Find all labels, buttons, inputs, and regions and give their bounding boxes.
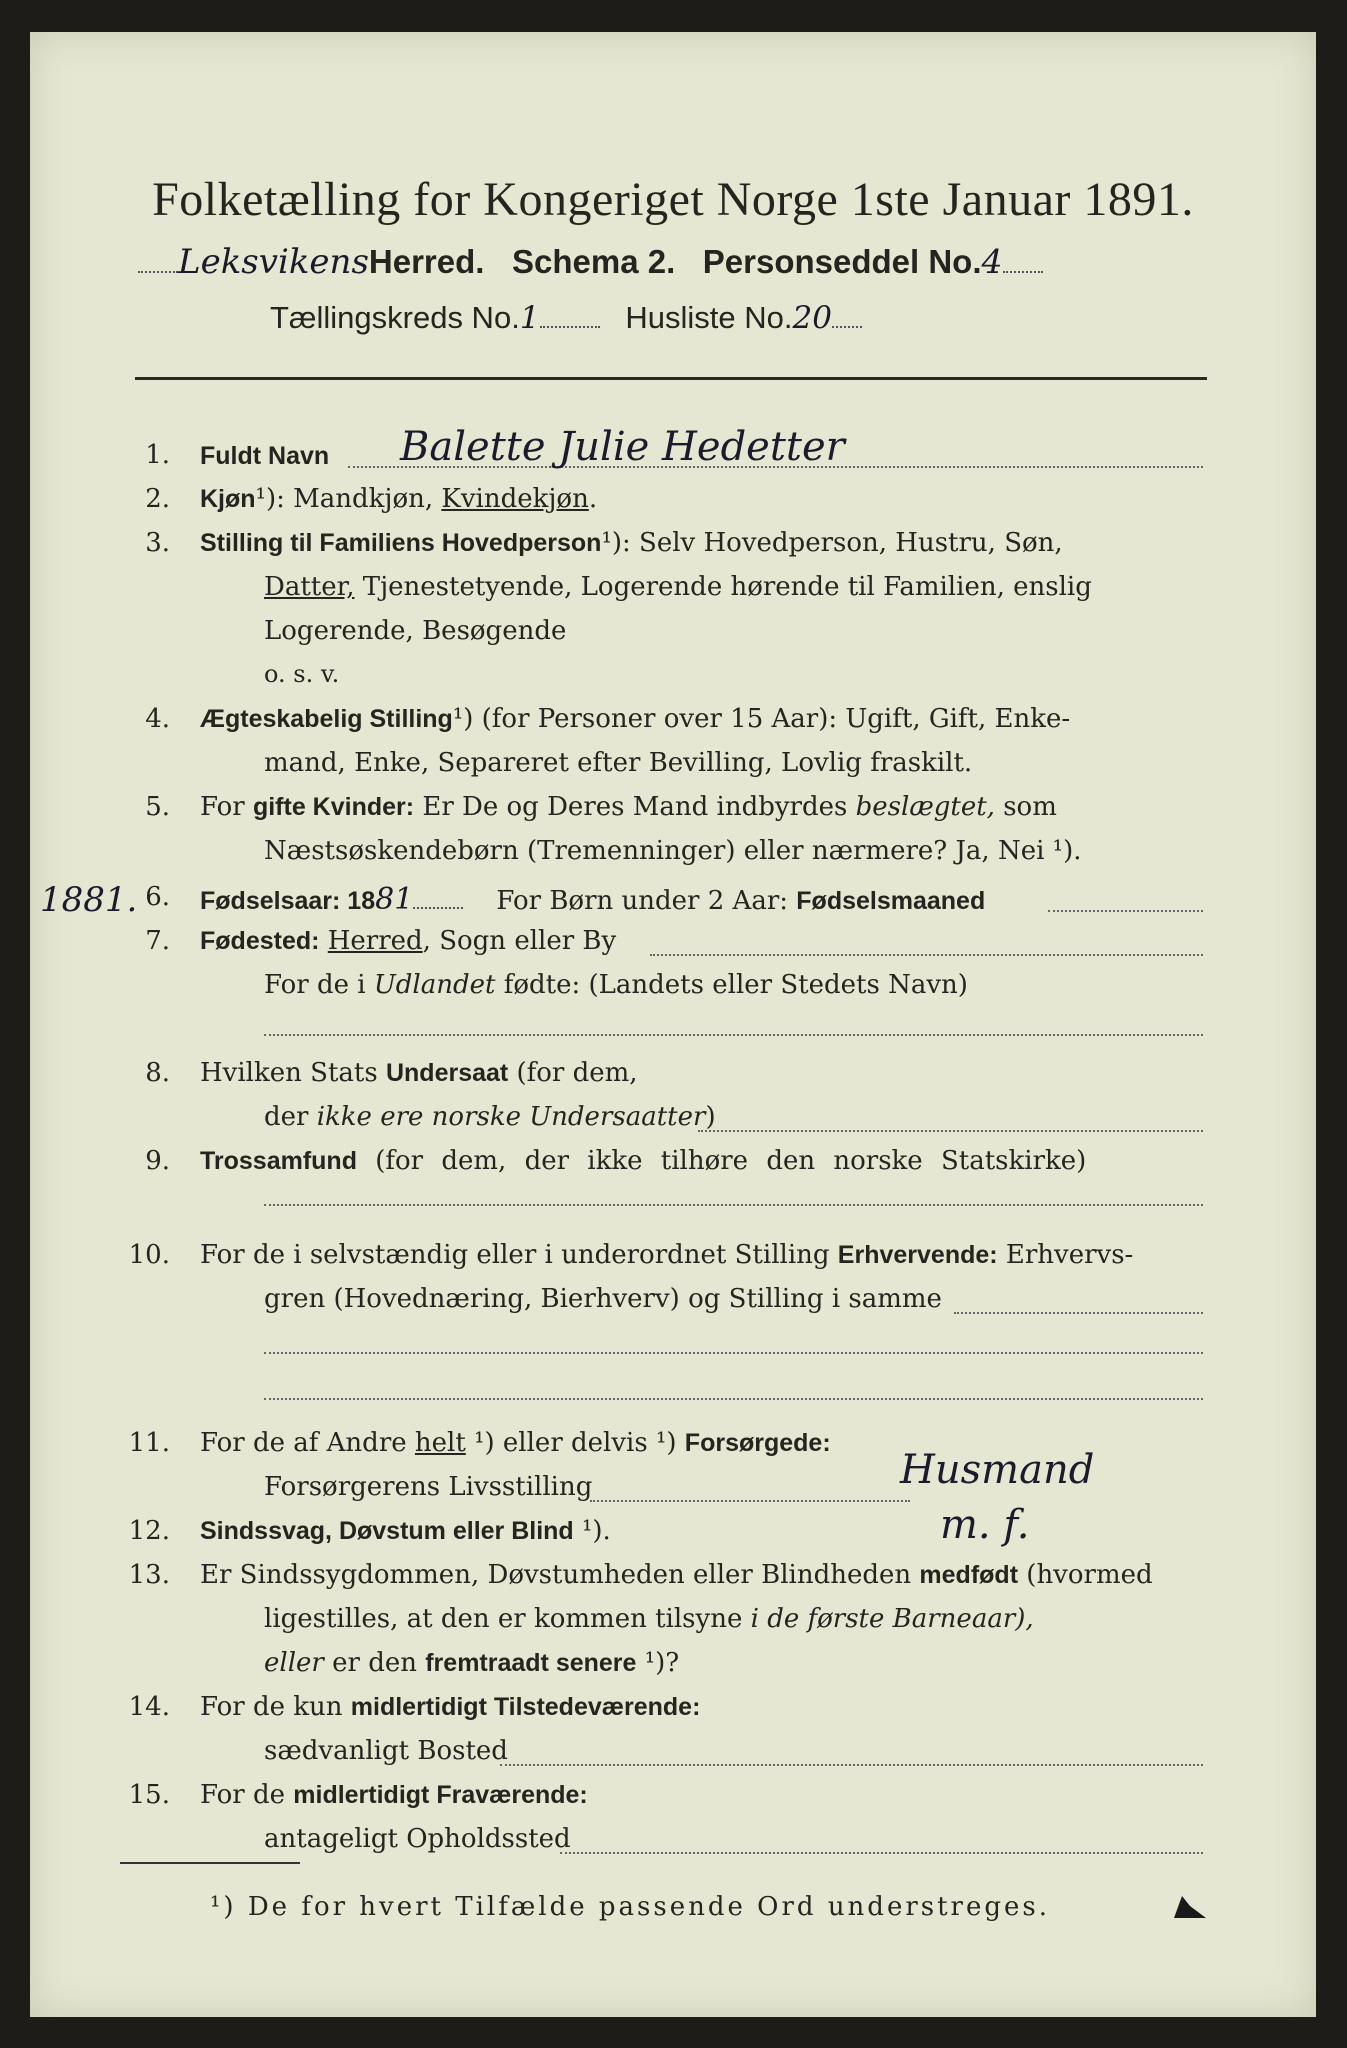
item-13-line-3 xyxy=(264,1648,679,1678)
item-3-options-1: ¹): Selv Hovedperson, Hustru, Søn, xyxy=(601,528,1063,558)
item-3-options-2: Tjenestetyende, Logerende hørende til Familien, enslig xyxy=(354,572,1092,602)
item-11-number: 11. xyxy=(128,1428,170,1458)
item-1-name-value: Balette Julie Hedetter xyxy=(400,424,845,470)
item-13-number: 13. xyxy=(128,1560,170,1590)
item-8-text-c: der xyxy=(264,1102,317,1132)
item-13-text-c: ligestilles, at den er kommen tilsyne xyxy=(264,1604,751,1634)
item-9-label: Trossamfund xyxy=(200,1147,357,1175)
item-1-number: 1. xyxy=(145,440,170,470)
item-6-fill xyxy=(1048,908,1203,912)
personseddel-label: Personseddel No. xyxy=(702,243,982,280)
item-4-number: 4. xyxy=(145,704,170,734)
item-8-fill xyxy=(698,1128,1203,1132)
item-8-text-a: Hvilken Stats xyxy=(200,1058,386,1088)
item-10-fill-2 xyxy=(264,1350,1203,1354)
item-8-text-d: ) xyxy=(705,1102,716,1132)
item-2-label: Kjøn xyxy=(200,485,256,513)
item-2-options: : Mandkjøn, xyxy=(276,484,442,514)
item-1-label: Fuldt Navn xyxy=(200,442,330,470)
item-4-label: Ægteskabelig Stilling xyxy=(200,705,453,733)
personseddel-number: 4 xyxy=(981,242,1003,281)
item-15-number: 15. xyxy=(128,1780,170,1810)
item-11-fill xyxy=(590,1498,910,1502)
item-3-line-3: Logerende, Besøgende xyxy=(264,616,567,646)
husliste-label: Husliste No. xyxy=(625,300,793,335)
item-3-selected: Datter, xyxy=(264,572,355,602)
item-5-italic: beslægtet, xyxy=(855,792,995,822)
item-8-line-1 xyxy=(200,1058,638,1088)
item-7-fill-1 xyxy=(650,952,1203,956)
item-3-number: 3. xyxy=(145,528,170,558)
item-8-line-2 xyxy=(264,1102,716,1132)
item-3-label: Stilling til Familiens Hovedperson xyxy=(200,529,602,557)
item-7-line-2 xyxy=(264,970,968,1000)
item-2-number: 2. xyxy=(145,484,170,514)
ink-blot-mark xyxy=(1170,1892,1210,1922)
item-6-number: 6. xyxy=(145,882,170,912)
item-10-line-2: gren (Hovednæring, Bierhverv) og Stilling i samme xyxy=(264,1284,942,1314)
item-6-label-2: Fødselsmaaned xyxy=(796,887,986,915)
item-7-selected: Herred xyxy=(327,926,423,956)
item-11-line-2: Forsørgerens Livsstilling xyxy=(264,1472,593,1502)
item-9-line xyxy=(200,1146,1086,1176)
item-15-text-a: For de xyxy=(200,1780,294,1810)
item-9-number: 9. xyxy=(145,1146,170,1176)
item-12-value: m. f. xyxy=(940,1502,1030,1548)
item-15-label: midlertidigt Fraværende: xyxy=(293,1781,588,1809)
census-form xyxy=(30,32,1316,2017)
item-6-year-prefix: 18 xyxy=(340,887,376,915)
taellingskreds-label: Tællingskreds No. xyxy=(270,300,520,335)
item-15-line-2: antageligt Opholdssted xyxy=(264,1824,571,1854)
item-11-label: Forsørgede: xyxy=(684,1429,831,1457)
item-13-line-1 xyxy=(200,1560,1153,1590)
herred-name: Leksvikens xyxy=(178,242,369,282)
item-8-number: 8. xyxy=(145,1058,170,1088)
header-rule xyxy=(135,377,1207,380)
footnote-rule xyxy=(120,1862,300,1864)
item-11-text-b: ¹) eller delvis ¹) xyxy=(465,1428,685,1458)
item-13-italic-1: i de første Barneaar), xyxy=(750,1604,1034,1634)
item-11-line-1 xyxy=(200,1428,831,1458)
item-7-text-a: For de i xyxy=(264,970,374,1000)
schema-label: Schema 2. xyxy=(511,243,676,280)
item-7-label: Fødested: xyxy=(200,927,320,955)
item-2-text xyxy=(200,484,597,514)
item-7-options: , Sogn eller By xyxy=(422,926,617,956)
item-10-fill-3 xyxy=(264,1396,1203,1400)
item-13-label: medfødt xyxy=(919,1561,1019,1589)
item-13-label-2: fremtraadt senere xyxy=(425,1649,637,1677)
item-14-line-2: sædvanligt Bosted xyxy=(264,1736,508,1766)
item-13-line-2 xyxy=(264,1604,1034,1634)
item-7-text-b: fødte: (Landets eller Stedets Navn) xyxy=(495,970,968,1000)
item-5-text-b: som xyxy=(994,792,1057,822)
item-14-number: 14. xyxy=(128,1692,170,1722)
item-14-label: midlertidigt Tilstedeværende: xyxy=(350,1693,701,1721)
item-10-line-1 xyxy=(200,1240,1133,1270)
item-11-value: Husmand xyxy=(900,1447,1095,1493)
item-11-selected: helt xyxy=(414,1428,466,1458)
item-7-italic: Udlandet xyxy=(373,970,496,1000)
item-4-line-2: mand, Enke, Separeret efter Bevilling, Lovlig fraskilt. xyxy=(264,748,973,778)
item-15-line-1 xyxy=(200,1780,588,1810)
item-14-line-1 xyxy=(200,1692,700,1722)
item-5-label: gifte Kvinder: xyxy=(252,793,415,821)
taellingskreds-line xyxy=(270,300,862,336)
item-10-label: Erhvervende: xyxy=(837,1241,998,1269)
item-10-number: 10. xyxy=(128,1240,170,1270)
taellingskreds-number: 1 xyxy=(519,300,540,336)
item-13-text-b: (hvormed xyxy=(1018,1560,1153,1590)
item-12-number: 12. xyxy=(128,1516,170,1546)
form-title: Folketælling for Kongeriget Norge 1ste Januar 1891. xyxy=(152,173,1194,226)
item-6-label: Fødselsaar: xyxy=(200,887,341,915)
item-13-text-d: er den xyxy=(323,1648,426,1678)
item-12-label: Sindssvag, Døvstum eller Blind xyxy=(200,1517,574,1545)
item-13-italic-2: eller xyxy=(264,1648,324,1678)
husliste-number: 20 xyxy=(792,300,832,336)
item-10-text-b: Erhvervs- xyxy=(997,1240,1134,1270)
item-10-fill-1 xyxy=(954,1310,1203,1314)
item-3-line-1 xyxy=(200,528,1063,558)
item-4-options-1: ¹) (for Personer over 15 Aar): Ugift, Gift, Enke- xyxy=(452,704,1071,734)
item-11-text-a: For de af Andre xyxy=(200,1428,415,1458)
item-2-end: . xyxy=(588,484,598,514)
item-7-fill-2 xyxy=(264,1032,1203,1036)
item-5-line-1 xyxy=(200,792,1057,822)
item-14-text-a: For de kun xyxy=(200,1692,351,1722)
item-2-sup: ¹) xyxy=(255,484,277,514)
item-12-line xyxy=(200,1516,611,1546)
herred-label: Herred. xyxy=(368,243,485,280)
item-5-pre: For xyxy=(200,792,253,822)
item-8-label: Undersaat xyxy=(385,1059,509,1087)
item-9-fill xyxy=(264,1202,1203,1206)
item-8-italic: ikke ere norske Undersaatter xyxy=(316,1102,706,1132)
item-5-line-2: Næstsøskendebørn (Tremenninger) eller nærmere? Ja, Nei ¹). xyxy=(264,836,1082,866)
item-6-line xyxy=(200,882,985,917)
item-13-text-a: Er Sindssygdommen, Døvstumheden eller Blindheden xyxy=(200,1560,920,1590)
item-6-margin-note: 1881. xyxy=(40,880,138,920)
footnote: ¹) De for hvert Tilfælde passende Ord understreges. xyxy=(210,1892,1051,1922)
item-13-text-e: ¹)? xyxy=(636,1648,680,1678)
item-9-text: (for dem, der ikke tilhøre den norske Statskirke) xyxy=(356,1146,1087,1176)
item-10-text-a: For de i selvstændig eller i underordnet Stilling xyxy=(200,1240,838,1270)
item-4-line-1 xyxy=(200,704,1070,734)
item-14-fill xyxy=(500,1762,1203,1766)
item-5-number: 5. xyxy=(145,792,170,822)
item-2-selected: Kvindekjøn xyxy=(441,484,589,514)
item-7-number: 7. xyxy=(145,926,170,956)
item-3-line-2 xyxy=(264,572,1092,602)
item-6-mid: For Børn under 2 Aar: xyxy=(496,886,797,916)
item-8-text-b: (for dem, xyxy=(508,1058,638,1088)
item-3-line-4: o. s. v. xyxy=(264,660,340,688)
item-5-text-a: Er De og Deres Mand indbyrdes xyxy=(414,792,856,822)
item-15-fill xyxy=(560,1850,1203,1854)
item-12-text: ¹). xyxy=(573,1516,611,1546)
item-7-line-1 xyxy=(200,926,616,956)
item-6-year-value: 81 xyxy=(375,882,414,917)
herred-line xyxy=(138,242,1043,282)
